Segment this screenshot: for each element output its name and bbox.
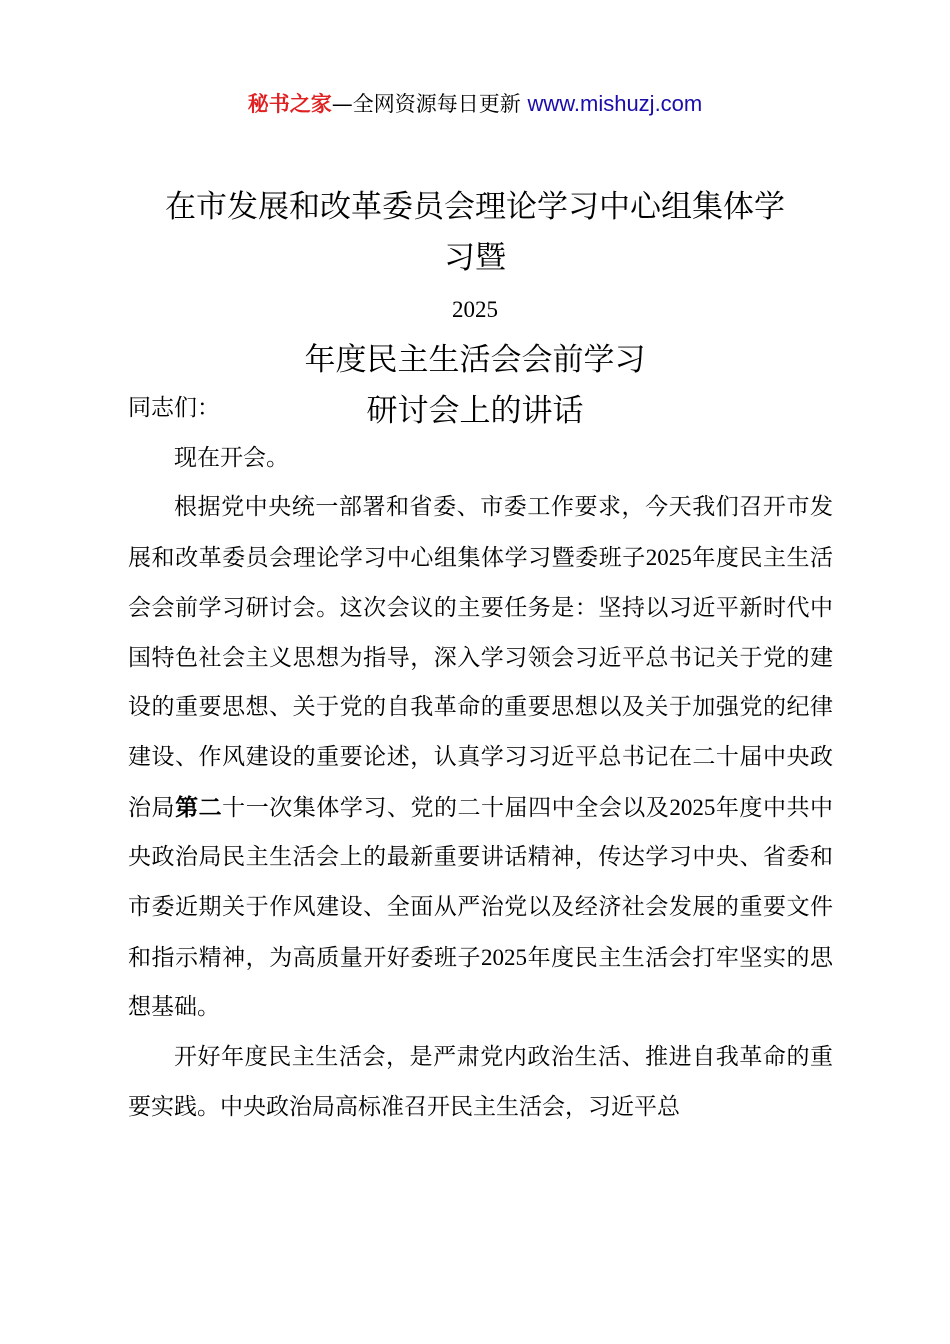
paragraph-significance: 开好年度民主生活会，是严肃党内政治生活、推进自我革命的重要实践。中央政治局高标准召开民主生活会，习近平总 [128,1044,833,1120]
paragraph-opening: 现在开会。 [174,444,289,471]
salutation: 同志们： [128,395,220,421]
site-tagline: —全网资源每日更新 [331,92,528,116]
title-line-2: 习暨 2025 年度民主生活会会前学习 [304,240,646,378]
document-body [128,384,833,1133]
title-line-1: 在市发展和改革委员会理论学习中心组集体学 [165,189,785,225]
site-brand: 秘书之家 [247,92,332,116]
paragraph-purpose: 根据党中央统一部署和省委、市委工作要求，今天我们召开市发展和改革委员会理论学习中心组集体学习暨委班子2025年度民主生活会会前学习研讨会。这次会议的主要任务是：坚持以习近平新时代中国特色社会主义思想为指导，深入学习领会习近平总书记关于党的建设的重要思想、关于党的自我革命的重要思想以及关于加强党的纪律建设、作风建设的重要论述，认真学习习近平总书记在二十届中央政治局第二十一次集体学习、党的二十届四中全会以及2025年度中共中央政治局民主生活会上的最新重要讲话精神，传达学习中央、省委和市委近期关于作风建设、全面从严治党以及经济社会发展的重要文件和指示精神，为高质量开好委班子2025年度民主生活会打牢坚实的思想基础。 [128,494,834,1021]
site-header [0,86,950,122]
site-url-link[interactable]: www.mishuzj.com [527,91,703,116]
title-line-3: 研讨会上的讲话 [366,393,584,429]
